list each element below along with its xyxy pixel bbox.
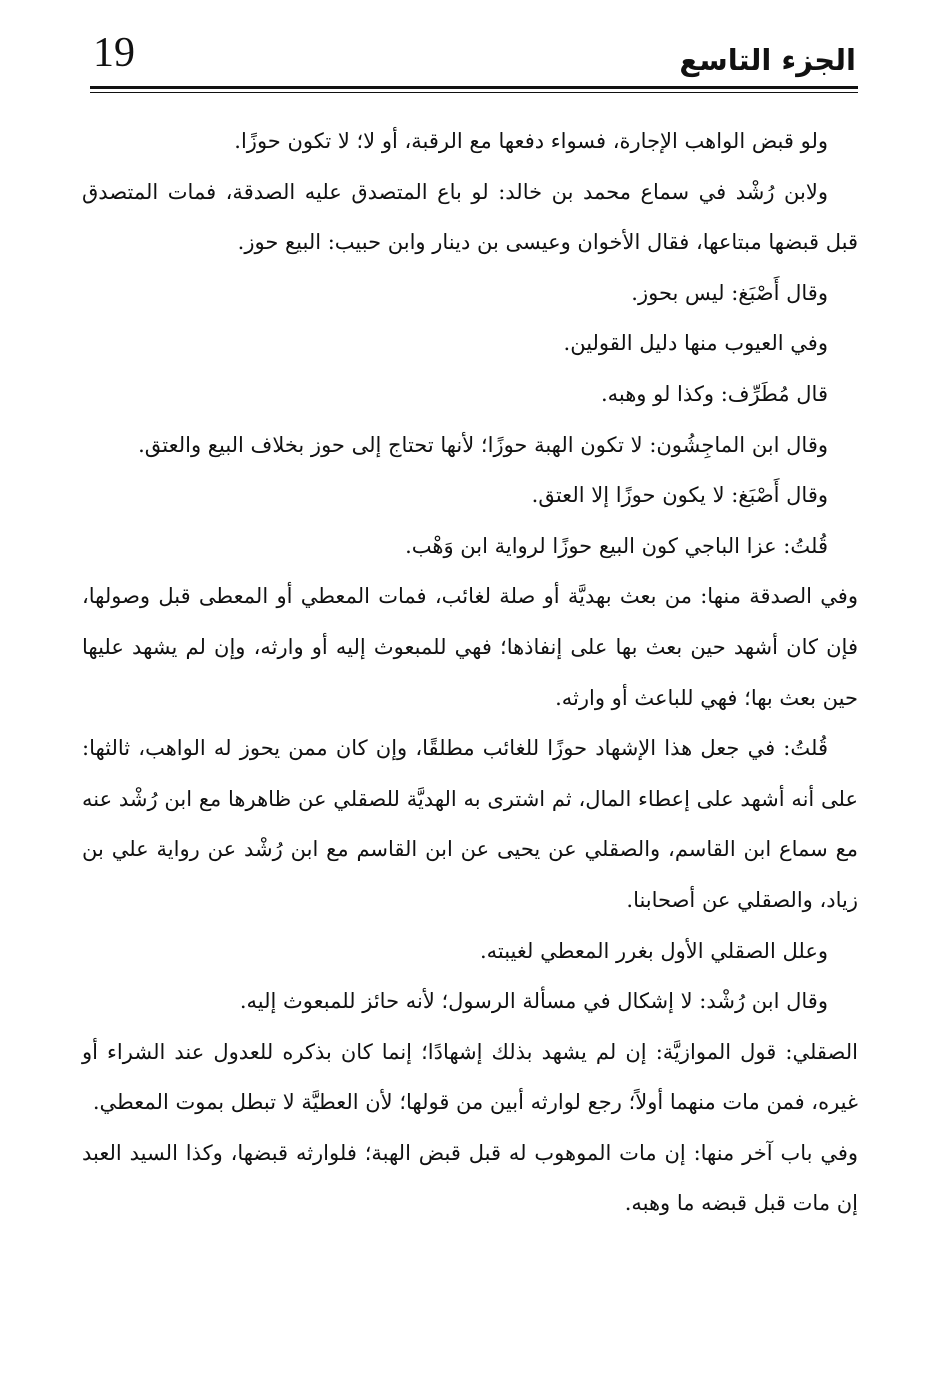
paragraph: ولابن رُشْد في سماع محمد بن خالد: لو باع المتصدق عليه الصدقة، فمات المتصدق قبل قبضها مبتاعها، فقال الأخوان وعيسى بن دينار وابن حبيب: البيع حوز. [82,179,858,255]
paragraph: وفي العيوب منها دليل القولين. [563,331,828,356]
paragraph: ولو قبض الواهب الإجارة، فسواء دفعها مع الرقبة، أو لا؛ لا تكون حوزًا. [234,129,828,153]
paragraph: وقال أَصْبَغ: لا يكون حوزًا إلا العتق. [531,483,828,508]
paragraph: وقال أَصْبَغ: ليس بحوز. [631,280,828,305]
paragraph: الصقلي: قول الموازيَّة: إن لم يشهد بذلك إشهادًا؛ إنما كان بذكره للعدول عند الشراء أو غيره، فمن مات منهما أولاً؛ رجع لوارثه أبين من قولها؛ لأن العطيَّة لا تبطل بموت المعطي. [82,1039,858,1115]
paragraph: وعلل الصقلي الأول بغرر المعطي لغيبته. [479,938,828,963]
paragraph: وفي الصدقة منها: من بعث بهديَّة أو صلة لغائب، فمات المعطي أو المعطى قبل وصولها، فإن كان أشهد حين بعث بها على إنفاذها؛ فهي للمبعوث إليه أو وارثه، وإن لم يشهد عليها حين بعث بها؛ فهي للباعث أو وارثه. [82,584,858,710]
body-text [82,116,858,1229]
running-header-title: الجزء التاسع [679,43,856,77]
page-number: 19 [93,30,135,76]
paragraph: وقال ابن رُشْد: لا إشكال في مسألة الرسول؛ لأنه حائز للمبعوث إليه. [239,989,828,1014]
paragraph: وقال ابن الماجِشُون: لا تكون الهبة حوزًا؛ لأنها تحتاج إلى حوز بخلاف البيع والعتق. [138,432,828,457]
header-rule-thin [90,92,858,93]
header-rule-thick [90,86,858,89]
paragraph: وفي باب آخر منها: إن مات الموهوب له قبل قبض الهبة؛ فلوارثه قبضها، وكذا السيد العبد إن مات قبل قبضه ما وهبه. [82,1140,858,1216]
paragraph: قال مُطَرِّف: وكذا لو وهبه. [600,381,828,406]
paragraph: قُلتُ: في جعل هذا الإشهاد حوزًا للغائب مطلقًا، وإن كان ممن يحوز له الواهب، ثالثها: على أنه أشهد على إعطاء المال، ثم اشترى به الهديَّة للصقلي عن ظاهرها مع ابن رُشْد عنه مع سماع ابن القاسم، والصقلي عن يحيى عن ابن القاسم مع ابن رُشْد عن رواية علي بن زياد، والصقلي عن أصحابنا. [82,736,858,912]
paragraph: قُلتُ: عزا الباجي كون البيع حوزًا لرواية ابن وَهْب. [405,533,828,558]
